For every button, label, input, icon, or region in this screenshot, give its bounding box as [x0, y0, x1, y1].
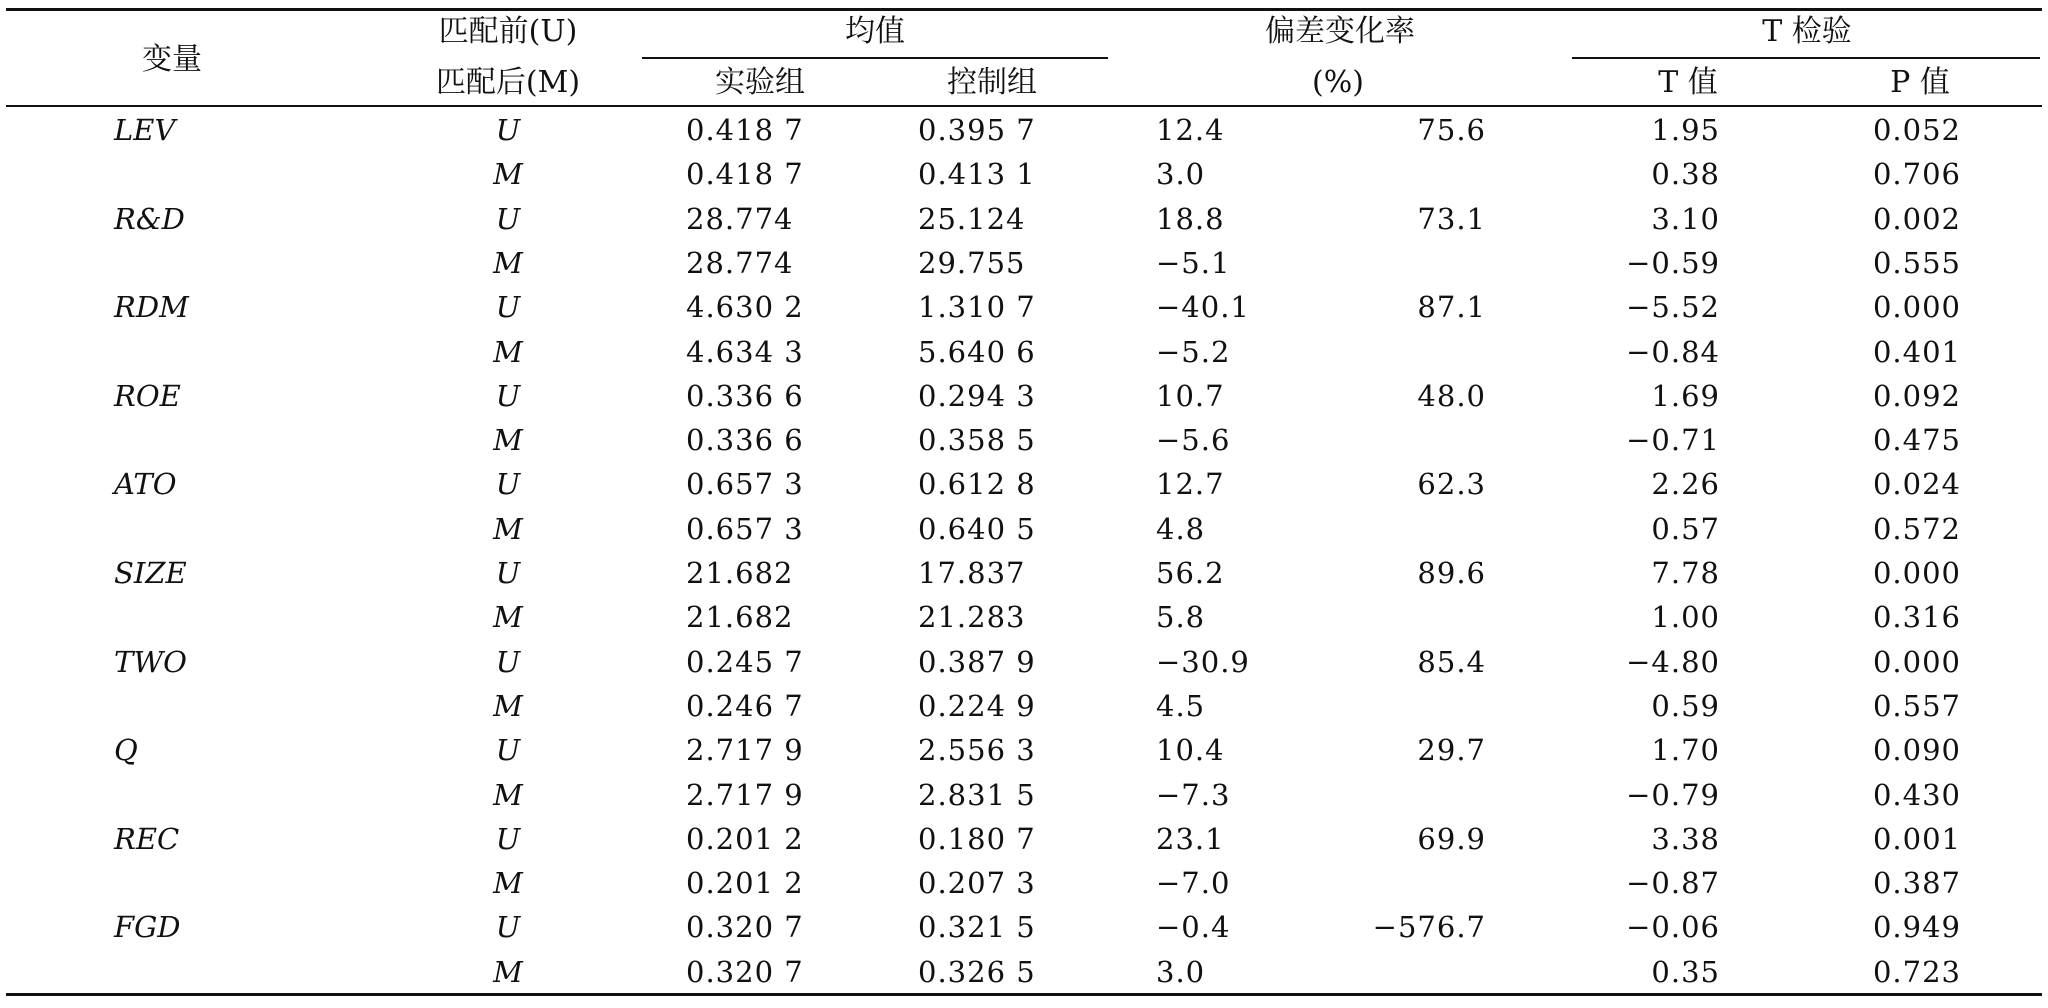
- cell-t-value: 1.00: [1651, 600, 1720, 635]
- cell-t-value: 0.38: [1651, 157, 1720, 192]
- cell-treatment-mean: 0.657 3: [686, 467, 804, 502]
- cell-t-value: 1.70: [1651, 733, 1720, 768]
- cell-treatment-mean: 0.246 7: [686, 688, 804, 723]
- cell-bias: 4.5: [1156, 688, 1206, 723]
- cell-p-value: 0.557: [1872, 688, 1961, 723]
- cell-variable: TWO: [114, 644, 187, 679]
- cell-stage: U: [495, 644, 521, 679]
- cell-stage: U: [495, 821, 521, 856]
- cell-control-mean: 0.180 7: [918, 821, 1036, 856]
- cell-p-value: 0.052: [1872, 113, 1961, 147]
- cell-bias: 10.7: [1156, 378, 1225, 413]
- cell-treatment-mean: 0.418 7: [686, 157, 804, 192]
- cell-p-value: 0.316: [1872, 600, 1961, 635]
- cell-treatment-mean: 21.682: [686, 556, 794, 590]
- cell-p-value: 0.387: [1872, 866, 1961, 901]
- cell-bias: −5.6: [1156, 423, 1231, 458]
- cell-p-value: 0.000: [1872, 556, 1961, 590]
- cell-treatment-mean: 0.657 3: [686, 511, 804, 546]
- header-t-value: T 值: [1658, 65, 1718, 100]
- cell-stage: M: [493, 866, 523, 901]
- cell-control-mean: 1.310 7: [918, 290, 1036, 325]
- cell-control-mean: 0.358 5: [918, 423, 1036, 458]
- header-variable: 变量: [142, 42, 202, 77]
- cell-stage: M: [493, 954, 523, 989]
- cell-bias: 12.7: [1156, 467, 1225, 502]
- cell-stage: M: [493, 245, 523, 280]
- cell-control-mean: 0.640 5: [918, 511, 1036, 546]
- cell-treatment-mean: 4.630 2: [686, 290, 804, 325]
- cell-treatment-mean: 0.418 7: [686, 113, 804, 147]
- cell-treatment-mean: 0.245 7: [686, 644, 804, 679]
- header-bias-change: 偏差变化率: [1265, 14, 1415, 49]
- cell-bias: 12.4: [1156, 113, 1225, 147]
- cell-bias: −7.0: [1156, 866, 1231, 901]
- header-control: 控制组: [947, 65, 1037, 100]
- cell-stage: M: [493, 511, 523, 546]
- cell-t-value: −5.52: [1626, 290, 1720, 325]
- header-match-before: 匹配前(U): [438, 14, 578, 49]
- cell-bias-reduction: 48.0: [1417, 378, 1486, 413]
- cell-control-mean: 0.294 3: [918, 378, 1036, 413]
- cell-bias: 4.8: [1156, 511, 1206, 546]
- cell-bias-reduction: 85.4: [1417, 644, 1486, 679]
- cell-p-value: 0.092: [1872, 378, 1961, 413]
- cell-stage: M: [493, 334, 523, 369]
- cell-control-mean: 0.224 9: [918, 688, 1036, 723]
- cell-stage: M: [493, 777, 523, 812]
- cell-p-value: 0.723: [1872, 954, 1961, 989]
- cell-stage: U: [495, 910, 521, 945]
- cell-treatment-mean: 0.201 2: [686, 866, 804, 901]
- cell-variable: ROE: [114, 378, 181, 413]
- cell-stage: U: [495, 113, 521, 147]
- ttest-group-underline: [1572, 57, 2040, 59]
- cell-control-mean: 29.755: [918, 245, 1026, 280]
- cell-t-value: 3.10: [1651, 201, 1720, 236]
- header-treatment: 实验组: [715, 65, 805, 100]
- cell-treatment-mean: 28.774: [686, 201, 794, 236]
- cell-control-mean: 0.387 9: [918, 644, 1036, 679]
- cell-variable: FGD: [114, 910, 181, 945]
- cell-bias-reduction: −576.7: [1372, 910, 1486, 945]
- cell-control-mean: 0.413 1: [918, 157, 1036, 192]
- cell-t-value: −0.59: [1626, 245, 1720, 280]
- cell-t-value: 0.57: [1651, 511, 1720, 546]
- cell-treatment-mean: 2.717 9: [686, 733, 804, 768]
- cell-p-value: 0.430: [1872, 777, 1961, 812]
- cell-variable: R&D: [114, 201, 185, 236]
- table-header-rule: [6, 105, 2042, 107]
- cell-stage: U: [495, 378, 521, 413]
- cell-t-value: −0.79: [1626, 777, 1720, 812]
- cell-p-value: 0.000: [1872, 644, 1961, 679]
- cell-control-mean: 21.283: [918, 600, 1026, 635]
- cell-variable: REC: [114, 821, 180, 856]
- cell-control-mean: 0.395 7: [918, 113, 1036, 147]
- cell-bias: −5.1: [1156, 245, 1231, 280]
- cell-bias: −30.9: [1156, 644, 1250, 679]
- cell-p-value: 0.001: [1872, 821, 1961, 856]
- table-top-rule: [6, 8, 2042, 11]
- cell-t-value: 0.35: [1651, 954, 1720, 989]
- cell-p-value: 0.949: [1872, 910, 1961, 945]
- cell-control-mean: 5.640 6: [918, 334, 1036, 369]
- cell-bias-reduction: 75.6: [1417, 113, 1486, 147]
- cell-t-value: 0.59: [1651, 688, 1720, 723]
- cell-control-mean: 2.831 5: [918, 777, 1036, 812]
- cell-p-value: 0.706: [1872, 157, 1961, 192]
- cell-stage: U: [495, 733, 521, 768]
- cell-control-mean: 0.326 5: [918, 954, 1036, 989]
- cell-stage: U: [495, 290, 521, 325]
- cell-bias: 5.8: [1156, 600, 1206, 635]
- cell-control-mean: 0.321 5: [918, 910, 1036, 945]
- cell-bias-reduction: 29.7: [1417, 733, 1486, 768]
- header-ttest: T 检验: [1762, 14, 1852, 49]
- cell-bias: −0.4: [1156, 910, 1231, 945]
- cell-treatment-mean: 2.717 9: [686, 777, 804, 812]
- cell-bias-reduction: 62.3: [1417, 467, 1486, 502]
- cell-control-mean: 0.207 3: [918, 866, 1036, 901]
- cell-bias: 56.2: [1156, 556, 1225, 590]
- cell-treatment-mean: 21.682: [686, 600, 794, 635]
- cell-treatment-mean: 0.336 6: [686, 423, 804, 458]
- cell-treatment-mean: 0.201 2: [686, 821, 804, 856]
- header-bias-unit: (%): [1312, 65, 1364, 100]
- cell-stage: M: [493, 600, 523, 635]
- cell-p-value: 0.401: [1872, 334, 1961, 369]
- cell-treatment-mean: 0.336 6: [686, 378, 804, 413]
- cell-p-value: 0.024: [1872, 467, 1961, 502]
- cell-bias-reduction: 73.1: [1417, 201, 1486, 236]
- cell-control-mean: 17.837: [918, 556, 1026, 590]
- header-mean: 均值: [845, 14, 905, 49]
- cell-control-mean: 0.612 8: [918, 467, 1036, 502]
- cell-treatment-mean: 0.320 7: [686, 910, 804, 945]
- cell-t-value: −0.87: [1626, 866, 1720, 901]
- cell-p-value: 0.572: [1872, 511, 1961, 546]
- cell-stage: U: [495, 201, 521, 236]
- cell-variable: RDM: [114, 290, 189, 325]
- cell-control-mean: 2.556 3: [918, 733, 1036, 768]
- cell-variable: ATO: [114, 467, 177, 502]
- cell-bias: 3.0: [1156, 157, 1206, 192]
- cell-bias: −5.2: [1156, 334, 1231, 369]
- cell-p-value: 0.090: [1872, 733, 1961, 768]
- cell-variable: LEV: [114, 113, 176, 147]
- cell-variable: SIZE: [114, 556, 187, 590]
- cell-t-value: −4.80: [1626, 644, 1720, 679]
- cell-t-value: −0.06: [1626, 910, 1720, 945]
- cell-t-value: 1.95: [1651, 113, 1720, 147]
- cell-stage: U: [495, 556, 521, 590]
- mean-group-underline: [642, 57, 1108, 59]
- cell-bias: 10.4: [1156, 733, 1225, 768]
- cell-p-value: 0.555: [1872, 245, 1961, 280]
- cell-bias: −7.3: [1156, 777, 1231, 812]
- cell-p-value: 0.002: [1872, 201, 1961, 236]
- cell-bias: −40.1: [1156, 290, 1250, 325]
- cell-p-value: 0.475: [1872, 423, 1961, 458]
- cell-stage: M: [493, 423, 523, 458]
- cell-bias: 23.1: [1156, 821, 1225, 856]
- cell-variable: Q: [114, 733, 138, 768]
- cell-treatment-mean: 0.320 7: [686, 954, 804, 989]
- cell-p-value: 0.000: [1872, 290, 1961, 325]
- cell-bias: 18.8: [1156, 201, 1225, 236]
- cell-t-value: 1.69: [1651, 378, 1720, 413]
- cell-bias: 3.0: [1156, 954, 1206, 989]
- cell-bias-reduction: 69.9: [1417, 821, 1486, 856]
- header-match-after: 匹配后(M): [435, 65, 581, 100]
- cell-bias-reduction: 89.6: [1417, 556, 1486, 590]
- table-bottom-rule: [6, 993, 2042, 996]
- cell-treatment-mean: 28.774: [686, 245, 794, 280]
- cell-t-value: −0.84: [1626, 334, 1720, 369]
- cell-stage: U: [495, 467, 521, 502]
- cell-treatment-mean: 4.634 3: [686, 334, 804, 369]
- header-p-value: P 值: [1890, 65, 1950, 100]
- cell-t-value: −0.71: [1626, 423, 1720, 458]
- cell-stage: M: [493, 688, 523, 723]
- cell-t-value: 7.78: [1651, 556, 1720, 590]
- cell-bias-reduction: 87.1: [1417, 290, 1486, 325]
- cell-t-value: 2.26: [1651, 467, 1720, 502]
- cell-t-value: 3.38: [1651, 821, 1720, 856]
- cell-stage: M: [493, 157, 523, 192]
- cell-control-mean: 25.124: [918, 201, 1026, 236]
